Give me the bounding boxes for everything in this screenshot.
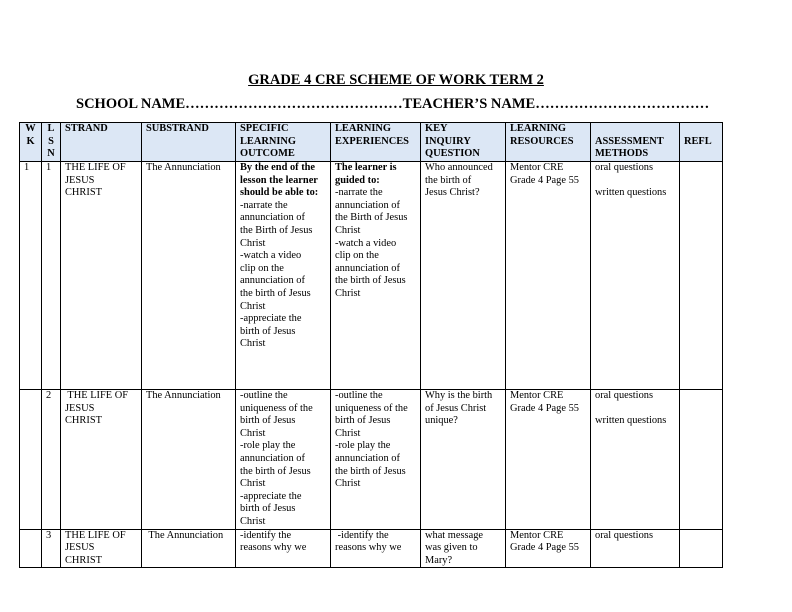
- header-experiences: LEARNING EXPERIENCES: [331, 123, 421, 162]
- resources-cell: Mentor CRE Grade 4 Page 55: [506, 162, 591, 390]
- header-outcome: SPECIFIC LEARNING OUTCOME: [236, 123, 331, 162]
- table-row: [20, 529, 723, 568]
- strand-cell: THE LIFE OF JESUS CHRIST: [61, 529, 142, 568]
- week-cell: 1: [20, 162, 42, 390]
- school-teacher-line: SCHOOL NAME………………………………………TEACHER’S NAME………………………………: [76, 96, 710, 112]
- week-cell: [20, 529, 42, 568]
- resources-cell: Mentor CRE Grade 4 Page 55: [506, 390, 591, 530]
- table-row: [20, 162, 723, 390]
- document-title: GRADE 4 CRE SCHEME OF WORK TERM 2: [248, 72, 544, 88]
- question-cell: Why is the birth of Jesus Christ unique?: [421, 390, 506, 530]
- header-strand: STRAND: [61, 123, 142, 162]
- header-week: W K: [20, 123, 42, 162]
- header-assessment: ASSESSMENT METHODS: [591, 123, 680, 162]
- header-substrand: SUBSTRAND: [142, 123, 236, 162]
- resources-cell: Mentor CRE Grade 4 Page 55: [506, 529, 591, 568]
- strand-cell: THE LIFE OF JESUS CHRIST: [61, 390, 142, 530]
- assessment-cell: oral questions written questions: [591, 390, 680, 530]
- outcome-cell: -identify the reasons why we: [236, 529, 331, 568]
- header-question: KEY INQUIRY QUESTION: [421, 123, 506, 162]
- lesson-cell: 3: [42, 529, 61, 568]
- reflection-cell: [680, 390, 723, 530]
- substrand-cell: The Annunciation: [142, 529, 236, 568]
- outcome-cell: By the end of the lesson the learner should be able to: -narrate the annunciation of the Birth of Jesus Christ -watch a video clip on the annunciation of the birth of Jesus Christ -appreciate the birth of Jesus Christ: [236, 162, 331, 390]
- substrand-cell: The Annunciation: [142, 390, 236, 530]
- header-lesson: L S N: [42, 123, 61, 162]
- header-resources: LEARNING RESOURCES: [506, 123, 591, 162]
- strand-cell: THE LIFE OF JESUS CHRIST: [61, 162, 142, 390]
- experiences-cell: -identify the reasons why we: [331, 529, 421, 568]
- table-row: [20, 390, 723, 530]
- experiences-cell: The learner is guided to: -narrate the annunciation of the Birth of Jesus Christ -watch a video clip on the annunciation of the birth of Jesus Christ: [331, 162, 421, 390]
- scheme-of-work-table: [19, 122, 723, 568]
- week-cell: [20, 390, 42, 530]
- header-row: [20, 123, 723, 162]
- question-cell: what message was given to Mary?: [421, 529, 506, 568]
- header-reflection: REFL: [680, 123, 723, 162]
- assessment-cell: oral questions written questions: [591, 162, 680, 390]
- lesson-cell: 2: [42, 390, 61, 530]
- lesson-cell: 1: [42, 162, 61, 390]
- reflection-cell: [680, 162, 723, 390]
- question-cell: Who announced the birth of Jesus Christ?: [421, 162, 506, 390]
- assessment-cell: oral questions: [591, 529, 680, 568]
- reflection-cell: [680, 529, 723, 568]
- experiences-cell: -outline the uniqueness of the birth of Jesus Christ -role play the annunciation of the birth of Jesus Christ: [331, 390, 421, 530]
- substrand-cell: The Annunciation: [142, 162, 236, 390]
- outcome-cell: -outline the uniqueness of the birth of Jesus Christ -role play the annunciation of the birth of Jesus Christ -appreciate the birth of Jesus Christ: [236, 390, 331, 530]
